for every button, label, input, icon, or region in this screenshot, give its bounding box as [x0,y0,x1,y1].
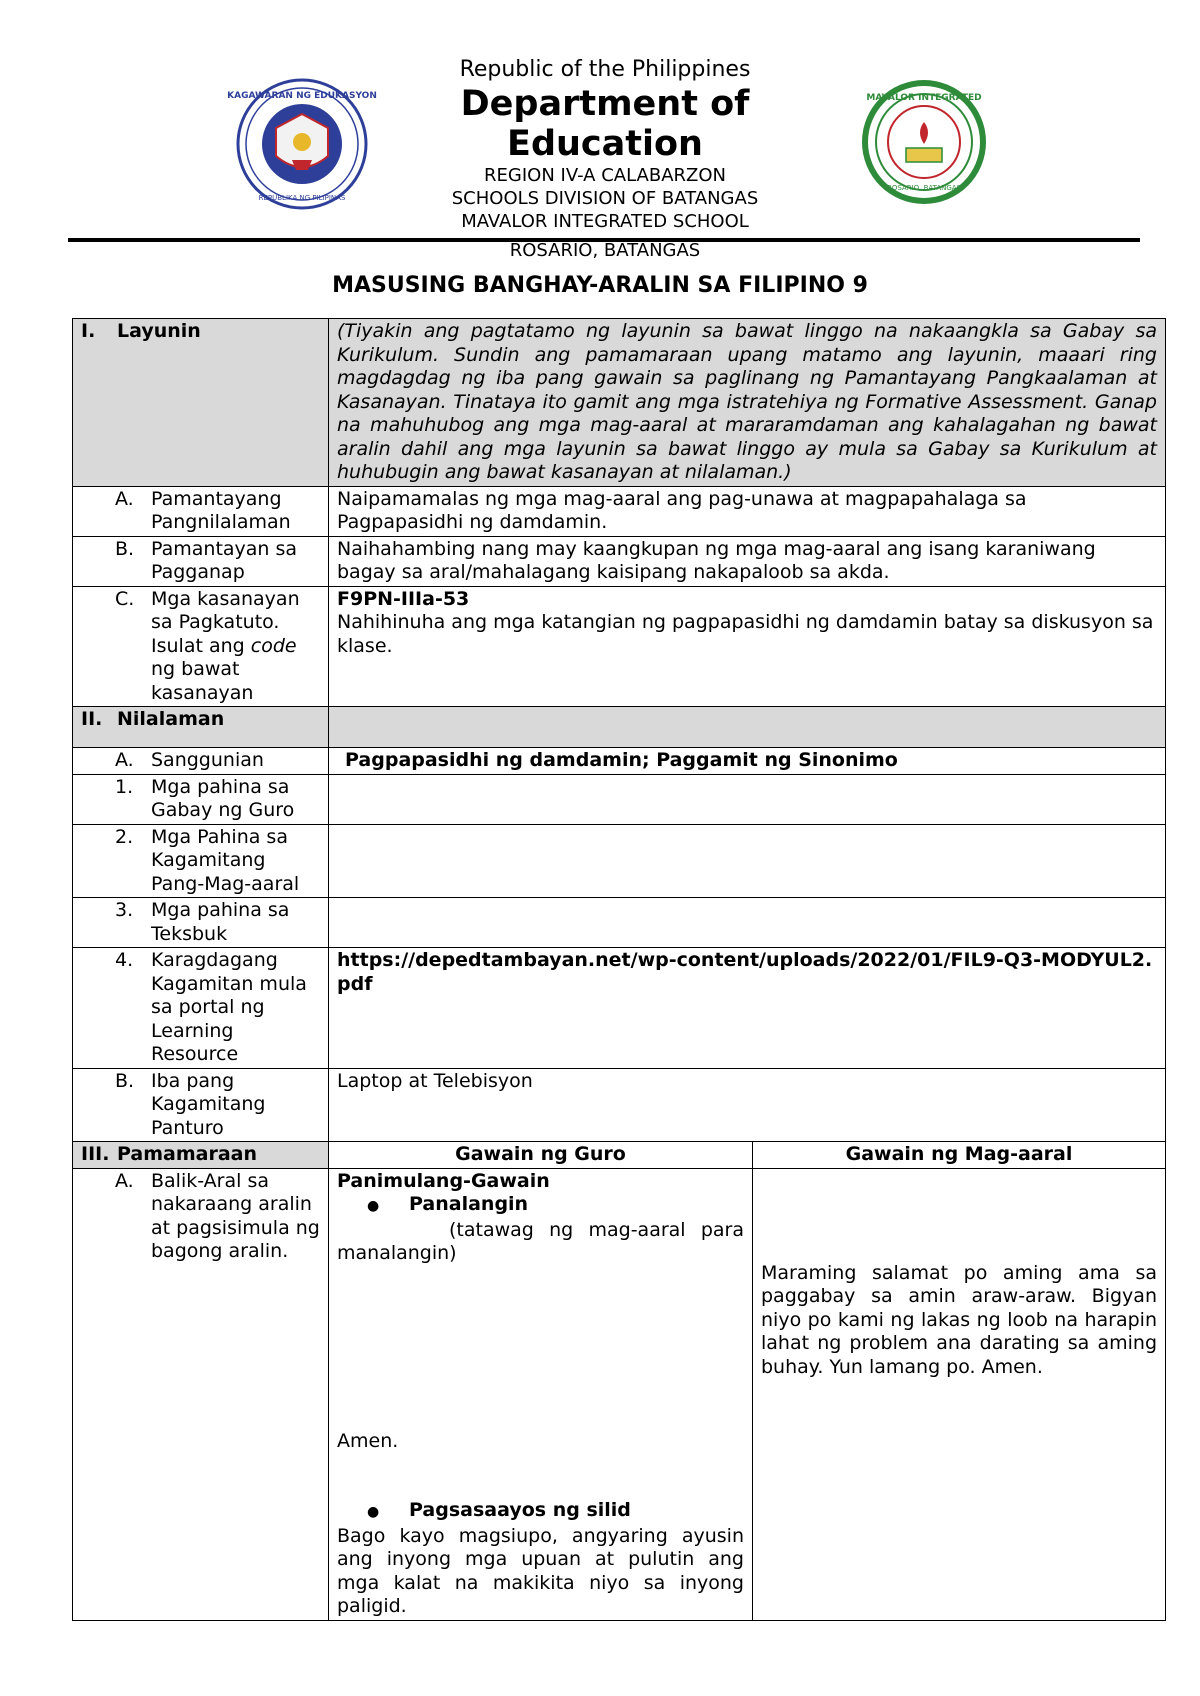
row-pamantayan-sa-pagganap: B. Pamantayan sa Pagganap Naihahambing nang may kaangkupan ng mga mag-aaral ang isang karaniwang bagay sa aral/mahalagang kaisipang nakapaloob sa akda. [73,536,1166,586]
col-gawain-ng-guro: Gawain ng Guro [329,1142,753,1169]
section-i-label: Layunin [117,320,201,342]
svg-text:ROSARIO, BATANGAS: ROSARIO, BATANGAS [886,184,962,192]
nilalaman-value [329,707,1166,748]
iba-pang-kagamitan-label: Iba pang Kagamitang Panturo [151,1069,266,1139]
bullet-icon: ● [367,1198,380,1214]
division-label: SCHOOLS DIVISION OF BATANGAS [451,188,759,209]
iba-pang-kagamitan-value: Laptop at Telebisyon [329,1068,1166,1142]
row-sanggunian: A. Sanggunian Pagpapasidhi ng damdamin; Paggamit ng Sinonimo [73,748,1166,775]
gabay-ng-guro-label: Mga pahina sa Gabay ng Guro [151,775,295,821]
student-activity-cell [753,1168,1166,1620]
row-gabay-ng-guro: 1. Mga pahina sa Gabay ng Guro [73,774,1166,824]
gabay-ng-guro-value [329,774,1166,824]
pamantayang-pangnilalaman-value: Naipamamalas ng mga mag-aaral ang pag-unawa at magpapahalaga sa Pagpapasidhi ng damdamin. [329,486,1166,536]
document-title: MASUSING BANGHAY-ARALIN SA FILIPINO 9 [332,273,868,298]
teksbuk-value [329,898,1166,948]
school-label: MAVALOR INTEGRATED SCHOOL [461,211,749,232]
section-ii-label: Nilalaman [117,708,225,730]
department-name-line1: Department of [460,84,750,124]
document-header [0,0,1200,240]
row-nilalaman [73,707,1166,748]
school-seal-icon [860,78,988,206]
competency-code: F9PN-IIIa-53 [337,587,470,610]
section-iii-heading: III. Pamamaraan [73,1142,329,1169]
section-ii-heading: II. Nilalaman [73,707,329,748]
prayer-instruction: (tatawag ng mag-aaral para manalangin) [337,1218,744,1264]
pamantayang-pangnilalaman-label: Pamantayang Pangnilalaman [151,487,291,533]
kagamitang-pang-mag-aaral-label: Mga Pahina sa Kagamitang Pang-Mag-aaral [151,825,300,895]
region-label: REGION IV-A CALABARZON [484,165,726,186]
deped-seal-icon [227,78,377,210]
pamantayan-sa-pagganap-label: Pamantayan sa Pagganap [151,537,298,583]
sanggunian-value: Pagpapasidhi ng damdamin; Paggamit ng Sinonimo [329,748,1166,775]
pamantayan-sa-pagganap-value: Naihahambing nang may kaangkupan ng mga mag-aaral ang isang karaniwang bagay sa aral/mahalagang kaisipang nakapaloob sa akda. [329,536,1166,586]
section-i-heading: I. Layunin [73,319,329,487]
panimulang-gawain-heading: Panimulang-Gawain [337,1169,550,1192]
karagdagang-kagamitan-label: Karagdagang Kagamitan mula sa portal ng Learning Resource [151,949,307,1065]
layunin-note: (Tiyakin ang pagtatamo ng layunin sa bawat linggo na nakaangkla sa Gabay sa Kurikulum. Sundin ang pamamaraan upang matamo ang layunin, maaari ring magdagdag ng iba pang gawain sa paglinang ng Pamantayang Pangkaalaman at Kasanayan. Tinataya ito gamit ang mga istratehiya ng Formative Assessment. Ganap na mahuhubog ang mga mag-aaral at mararamdaman ang kahalagahan ng bawat aralin dahil ang mga layunin sa bawat linggo ay mula sa Gabay sa Kurikulum at huhubugin ang bawat kasanayan at nilalaman.) [329,319,1166,487]
header-text [380,56,830,233]
kagamitang-pang-mag-aaral-value [329,824,1166,898]
svg-text:MAVALOR INTEGRATED: MAVALOR INTEGRATED [866,93,982,103]
row-karagdagang-kagamitan: 4. Karagdagang Kagamitan mula sa portal ng Learning Resource https://depedtambayan.net/wp-content/uploads/2022/01/FIL9-Q3-MODYUL2.pdf [73,948,1166,1069]
bullet-icon: ● [367,1504,380,1520]
pagsasaayos-item: ● Pagsasaayos ng silid [337,1499,744,1525]
row-balik-aral: A. Balik-Aral sa nakaraang aralin at pagsisimula ng bagong aralin. Panimulang-Gawain ● Panalangin (tatawag ng mag-aaral para manalangin) Amen. ● Pagsasaayos ng silid Bago kayo magsiupo, angyaring ayusin ang inyong mga upuan at pulutin ang mga kalat na makikita niyo sa inyong paligid. Maraming salamat po aming ama sa paggabay sa amin araw-araw. Bigyan niyo po kami ng lakas ng loob na harapin lahat ng problem ana darating sa aming buhay. Yun lamang po. Amen. [73,1168,1166,1620]
competency-text: Nahihinuha ang mga katangian ng pagpapasidhi ng damdamin batay sa diskusyon sa klase. [337,611,1154,657]
student-prayer: Maraming salamat po aming ama sa paggabay sa amin araw-araw. Bigyan niyo po kami ng lakas ng loob na harapin lahat ng problem ana darating sa aming buhay. Yun lamang po. Amen. [761,1261,1157,1378]
row-layunin [73,319,1166,487]
row-teksbuk: 3. Mga pahina sa Teksbuk [73,898,1166,948]
row-iba-pang-kagamitan: B. Iba pang Kagamitang Panturo Laptop at Telebisyon [73,1068,1166,1142]
row-mga-kasanayan: C. Mga kasanayan sa Pagkatuto. Isulat ang code ng bawat kasanayan F9PN-IIIa-53 Nahihinuha ang mga katangian ng pagpapasidhi ng damdamin batay sa diskusyon sa klase. [73,586,1166,707]
mga-kasanayan-label: Mga kasanayan sa Pagkatuto. Isulat ang code ng bawat kasanayan [151,587,300,704]
lesson-plan-table [72,318,1166,1621]
department-name-line2: Education [507,124,703,164]
republic-label: Republic of the Philippines [459,57,751,82]
section-iii-label: Pamamaraan [117,1143,258,1165]
svg-text:REPUBLIKA NG PILIPINAS: REPUBLIKA NG PILIPINAS [258,194,346,202]
col-gawain-ng-mag-aaral: Gawain ng Mag-aaral [753,1142,1166,1169]
panalangin-item: ● Panalangin [337,1193,744,1219]
row-pamantayang-pangnilalaman: A. Pamantayang Pangnilalaman Naipamamalas ng mga mag-aaral ang pag-unawa at magpapahalaga sa Pagpapasidhi ng damdamin. [73,486,1166,536]
balik-aral-label: Balik-Aral sa nakaraang aralin at pagsisimula ng bagong aralin. [151,1169,320,1262]
sanggunian-label: Sanggunian [151,749,264,771]
row-pamamaraan [73,1142,1166,1169]
teksbuk-label: Mga pahina sa Teksbuk [151,899,290,945]
resource-link[interactable]: https://depedtambayan.net/wp-content/uploads/2022/01/FIL9-Q3-MODYUL2.pdf [329,948,1166,1069]
teacher-activity-cell [329,1168,753,1620]
location-label: ROSARIO, BATANGAS [509,240,701,261]
row-kagamitang-pang-mag-aaral: 2. Mga Pahina sa Kagamitang Pang-Mag-aaral [73,824,1166,898]
svg-text:KAGAWARAN NG EDUKASYON: KAGAWARAN NG EDUKASYON [227,91,377,101]
amen-text: Amen. [337,1429,399,1452]
arrange-instruction: Bago kayo magsiupo, angyaring ayusin ang inyong mga upuan at pulutin ang mga kalat na makikita niyo sa inyong paligid. [337,1524,744,1617]
